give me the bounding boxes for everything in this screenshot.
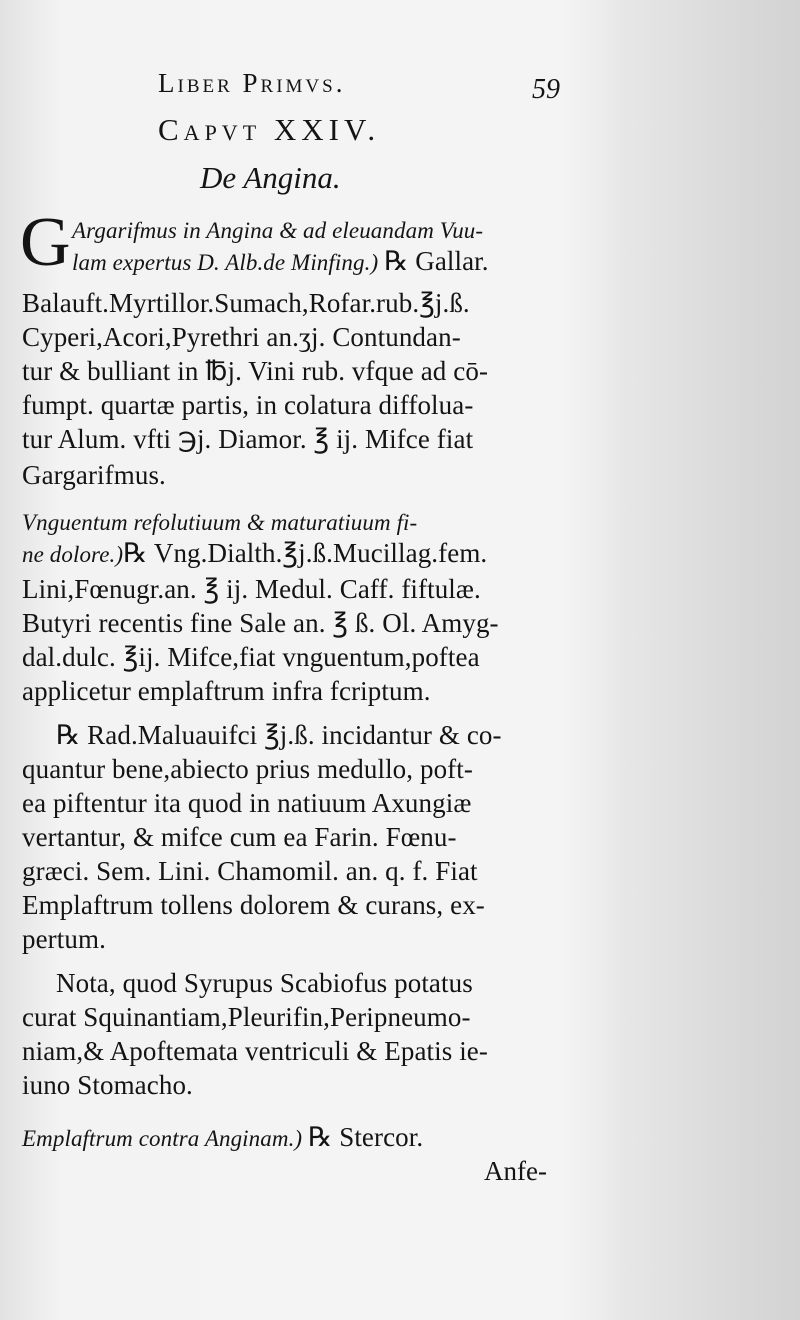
roman-text: ℞ Stercor. [308, 1122, 424, 1152]
text-line [22, 754, 568, 785]
text-line [56, 720, 602, 751]
text-line [22, 390, 568, 421]
roman-text: dal.dulc. ℥ij. Mifce,fiat vnguentum,poftea [22, 642, 480, 672]
page-edge-shadow [600, 0, 800, 1320]
text-line [22, 642, 568, 673]
text-line [56, 968, 602, 999]
roman-text: Lini,Fœnugr.an. ℥ ij. Medul. Caff. fiftulæ. [22, 574, 481, 604]
roman-text: ℞ Gallar. [384, 246, 489, 276]
text-line [22, 1002, 568, 1033]
italic-text: Emplaftrum contra Anginam.) [22, 1126, 309, 1151]
text-line [22, 822, 568, 853]
chapter-title: Capvt XXIV. [158, 112, 381, 147]
roman-text: applicetur emplaftrum infra fcriptum. [22, 676, 431, 706]
page-number: 59 [532, 74, 560, 105]
text-line [22, 924, 568, 955]
roman-text: Butyri recentis fine Sale an. ℥ ß. Ol. Amyg- [22, 608, 499, 638]
roman-text: fumpt. quartæ partis, in colatura diffolua- [22, 390, 474, 420]
italic-text: ne dolore.) [22, 542, 124, 567]
roman-text: ℞ Vng.Dialth.℥j.ß.Mucillag.fem. [123, 538, 488, 568]
text-line [72, 214, 618, 245]
text-line [22, 460, 568, 491]
text-line [22, 288, 568, 319]
text-line [22, 1122, 568, 1153]
roman-text: vertantur, & mifce cum ea Farin. Fœnu- [22, 822, 457, 852]
text-line [22, 788, 568, 819]
roman-text: Cyperi,Acori,Pyrethri an.ʒj. Contundan- [22, 322, 461, 352]
text-line [22, 1036, 568, 1067]
roman-text: Balauft.Myrtillor.Sumach,Rofar.rub.℥j.ß. [22, 288, 470, 318]
text-line [72, 246, 618, 277]
roman-text: pertum. [22, 924, 106, 954]
text-line [22, 322, 568, 353]
roman-text: iuno Stomacho. [22, 1070, 193, 1100]
catchword: Anfe- [484, 1156, 547, 1186]
text-line [22, 608, 568, 639]
roman-text: quantur bene,abiecto prius medullo, poft- [22, 754, 473, 784]
text-line [22, 676, 568, 707]
roman-text: ℞ Rad.Maluauifci ℥j.ß. incidantur & co- [56, 720, 502, 750]
italic-text: Argarifmus in Angina & ad eleuandam Vuu- [72, 218, 484, 243]
roman-text: græci. Sem. Lini. Chamomil. an. q. f. Fiat [22, 856, 478, 886]
text-line [22, 890, 568, 921]
text-line [22, 856, 568, 887]
text-line [22, 506, 568, 537]
roman-text: curat Squinantiam,Pleurifin,Peripneumo- [22, 1002, 471, 1032]
italic-text: lam expertus D. Alb.de Minfing.) [72, 250, 385, 275]
text-line [22, 424, 568, 455]
roman-text: Gargarifmus. [22, 460, 166, 490]
drop-capital: G [20, 204, 71, 281]
chapter-subtitle: De Angina. [200, 160, 341, 195]
text-line [22, 538, 568, 569]
text-line [22, 1070, 568, 1101]
text-line [22, 574, 568, 605]
roman-text: Nota, quod Syrupus Scabiofus potatus [56, 968, 473, 998]
roman-text: tur Alum. vfti ℈j. Diamor. ℥ ij. Mifce fiat [22, 424, 474, 454]
italic-text: Vnguentum refolutiuum & maturatiuum fi- [22, 510, 418, 535]
roman-text: Emplaftrum tollens dolorem & curans, ex- [22, 890, 485, 920]
roman-text: ea piftentur ita quod in natiuum Axungiæ [22, 788, 472, 818]
running-title: Liber Primvs. [158, 68, 346, 98]
roman-text: tur & bulliant in ℔j. Vini rub. vfque ad cō- [22, 356, 489, 386]
text-line [22, 356, 568, 387]
roman-text: niam,& Apoftemata ventriculi & Epatis ie- [22, 1036, 488, 1066]
